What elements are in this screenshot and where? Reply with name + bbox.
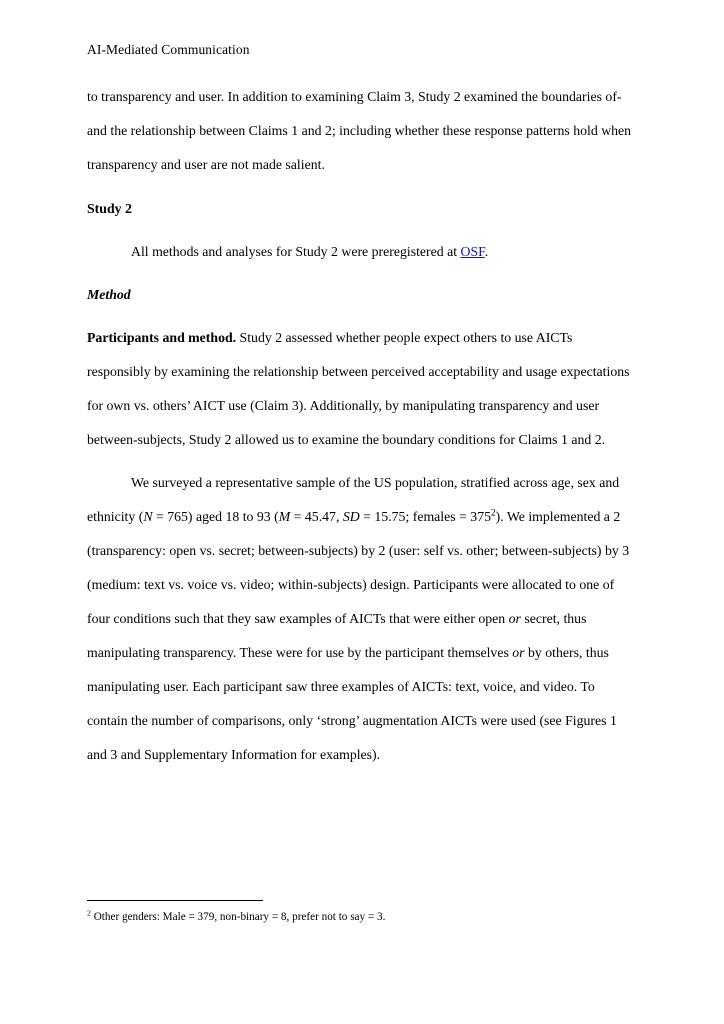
footnote-entry — [87, 910, 636, 925]
footnote-number: 2 — [87, 908, 91, 918]
body-text-column — [87, 80, 636, 772]
spacer — [87, 312, 636, 321]
footnote-reference-marker[interactable]: 2 — [491, 507, 496, 518]
italic-or-first: or — [508, 611, 521, 626]
sample-text-segment-6: secret, thus manipulating transparency. These were for use by the participant themselves — [87, 611, 587, 660]
spacer — [87, 226, 636, 235]
spacer — [87, 457, 636, 466]
heading-study-2: Study 2 — [87, 201, 132, 216]
run-in-heading-participants: Participants and method. — [87, 330, 237, 345]
paragraph-continuation-text: to transparency and user. In addition to examining Claim 3, Study 2 examined the boundaries of- and the relationship between Claims 1 and 2; including whether these response patterns hold when transparency and user are not made salient. — [87, 89, 632, 172]
paragraph-sample-and-design — [87, 466, 636, 772]
running-head: AI-Mediated Communication — [87, 42, 250, 57]
spacer — [87, 269, 636, 278]
statistic-symbol-sd: SD — [342, 509, 360, 524]
paragraph-continuation — [87, 80, 636, 182]
spacer — [87, 182, 636, 192]
sample-text-segment-1: We surveyed a representative sample of the US population, stratified across age, sex and ethnicity ( — [87, 475, 620, 524]
preregistration-text-before-link: All methods and analyses for Study 2 were preregistered at — [131, 244, 461, 259]
sample-text-segment-4: = 15.75; females = 375 — [359, 509, 491, 524]
sample-text-segment-2: = 765) aged 18 to 93 ( — [152, 509, 279, 524]
sample-text-segment-5: ). We implemented a 2 (transparency: open vs. secret; between-subjects) by 2 (user: self vs. other; between-subjects) by 3 (medium: text vs. voice vs. video; within-subjects) design. Participants were allocated to one of four conditions such that they saw examples of AICTs that were either open — [87, 509, 630, 626]
osf-link[interactable]: OSF — [460, 244, 485, 259]
italic-or-second: or — [512, 645, 525, 660]
statistic-symbol-m: M — [278, 509, 291, 524]
sample-text-segment-7: by others, thus manipulating user. Each participant saw three examples of AICTs: text, voice, and video. To contain the number of comparisons, only ‘strong’ augmentation AICTs were used (see Figures 1 and 3 and Supplementary Information for examples). — [87, 645, 617, 762]
statistic-symbol-n: N — [143, 509, 153, 524]
participants-method-text: Study 2 assessed whether people expect others to use AICTs responsibly by examining the relationship between perceived acceptability and usage expectations for own vs. others’ AICT use (Claim 3). Additionally, by manipulating transparency and user between-subjects, Study 2 allowed us to examine the boundary conditions for Claims 1 and 2. — [87, 330, 630, 447]
footnote-separator-rule — [87, 900, 263, 901]
heading-method: Method — [87, 287, 131, 302]
preregistration-text-after-link: . — [484, 244, 489, 259]
footnote-area — [87, 900, 636, 925]
paragraph-participants-and-method — [87, 321, 636, 457]
paragraph-preregistration — [87, 235, 636, 269]
sample-text-segment-3: = 45.47, — [290, 509, 343, 524]
footnote-body-text: Other genders: Male = 379, non-binary = 8, prefer not to say = 3. — [90, 911, 386, 923]
